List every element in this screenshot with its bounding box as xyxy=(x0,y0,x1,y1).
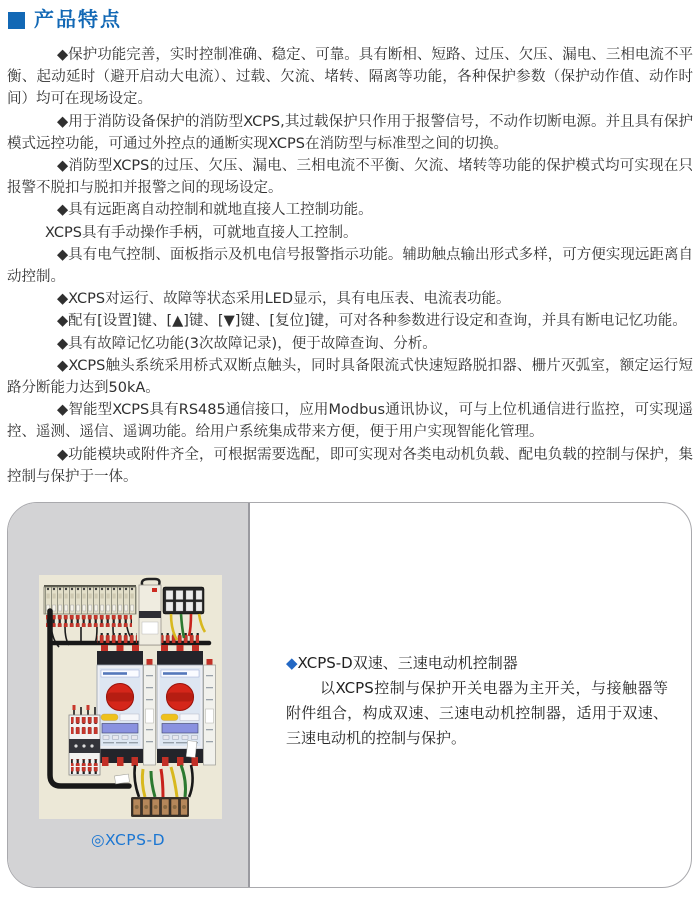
feature-paragraph: ◆具有电气控制、面板指示及机电信号报警指示功能。辅助触点输出形式多样，可方便实现远距离自动控制。 xyxy=(7,246,693,286)
product-panel xyxy=(7,502,692,888)
feature-paragraph: ◆配有[设置]键、[▲]键、[▼]键、[复位]键，可对各种参数进行设定和查询，并具有断电记忆功能。 xyxy=(57,313,687,330)
feature-paragraph: ◆消防型XCPS的过压、欠压、漏电、三相电流不平衡、欠流、堵转等功能的保护模式均可实现在只报警不脱扣与脱扣并报警之间的现场设定。 xyxy=(7,158,693,197)
feature-paragraph: ◆用于消防设备保护的消防型XCPS,其过载保护只作用于报警信号，不动作切断电源。并且具有保护模式远控功能，可通过外控点的通断实现XCPS在消防型与标准型之间的切换。 xyxy=(7,113,693,152)
xcps-d-assembly-image xyxy=(39,575,222,819)
feature-paragraph: ◆具有故障记忆功能(3次故障记录)，便于故障查询、分析。 xyxy=(57,335,437,352)
panel-divider xyxy=(248,503,250,887)
product-photo xyxy=(39,575,222,819)
panel-description xyxy=(286,651,668,751)
feature-paragraph: ◆XCPS触头系统采用桥式双断点触头，同时具备限流式快速短路脱扣器、栅片灭弧室，额定运行短路分断能力达到50kA。 xyxy=(7,357,693,397)
feature-paragraph: ◆功能模块或附件齐全，可根据需要选配，即可实现对各类电动机负载、配电负载的控制与保护，集控制与保护于一体。 xyxy=(7,446,693,485)
panel-item-body: 以XCPS控制与保护开关电器为主开关，与接触器等附件组合，构成双速、三速电动机控制器，适用于双速、三速电动机的控制与保护。 xyxy=(286,679,668,747)
feature-paragraph: ◆XCPS对运行、故障等状态采用LED显示，具有电压表、电流表功能。 xyxy=(57,291,511,308)
feature-paragraph: ◆保护功能完善，实时控制准确、稳定、可靠。具有断相、短路、过压、欠压、漏电、三相电流不平衡、起动延时（避开启动大电流）、过载、欠流、堵转、隔离等功能，各种保护参数（保护动作值、动作时间）均可在现场设定。 xyxy=(7,47,693,108)
photo-caption: ◎XCPS-D xyxy=(90,831,166,849)
panel-item-title-text: XCPS-D双速、三速电动机控制器 xyxy=(297,654,518,672)
feature-list xyxy=(7,44,693,488)
feature-paragraph: XCPS具有手动操作手柄，可就地直接人工控制。 xyxy=(45,224,358,241)
feature-paragraph: ◆具有远距离自动控制和就地直接人工控制功能。 xyxy=(57,202,373,219)
panel-item-title xyxy=(286,651,668,676)
section-marker-icon xyxy=(8,12,25,29)
section-header xyxy=(8,9,122,29)
bullet-diamond-icon: ◆ xyxy=(286,654,298,672)
feature-paragraph: ◆智能型XCPS具有RS485通信接口，应用Modbus通讯协议，可与上位机通信进行监控，可实现遥控、遥测、遥信、遥调功能。给用户系统集成带来方便，便于用户实现智能化管理。 xyxy=(7,402,693,441)
page-title: 产品特点 xyxy=(34,7,122,31)
